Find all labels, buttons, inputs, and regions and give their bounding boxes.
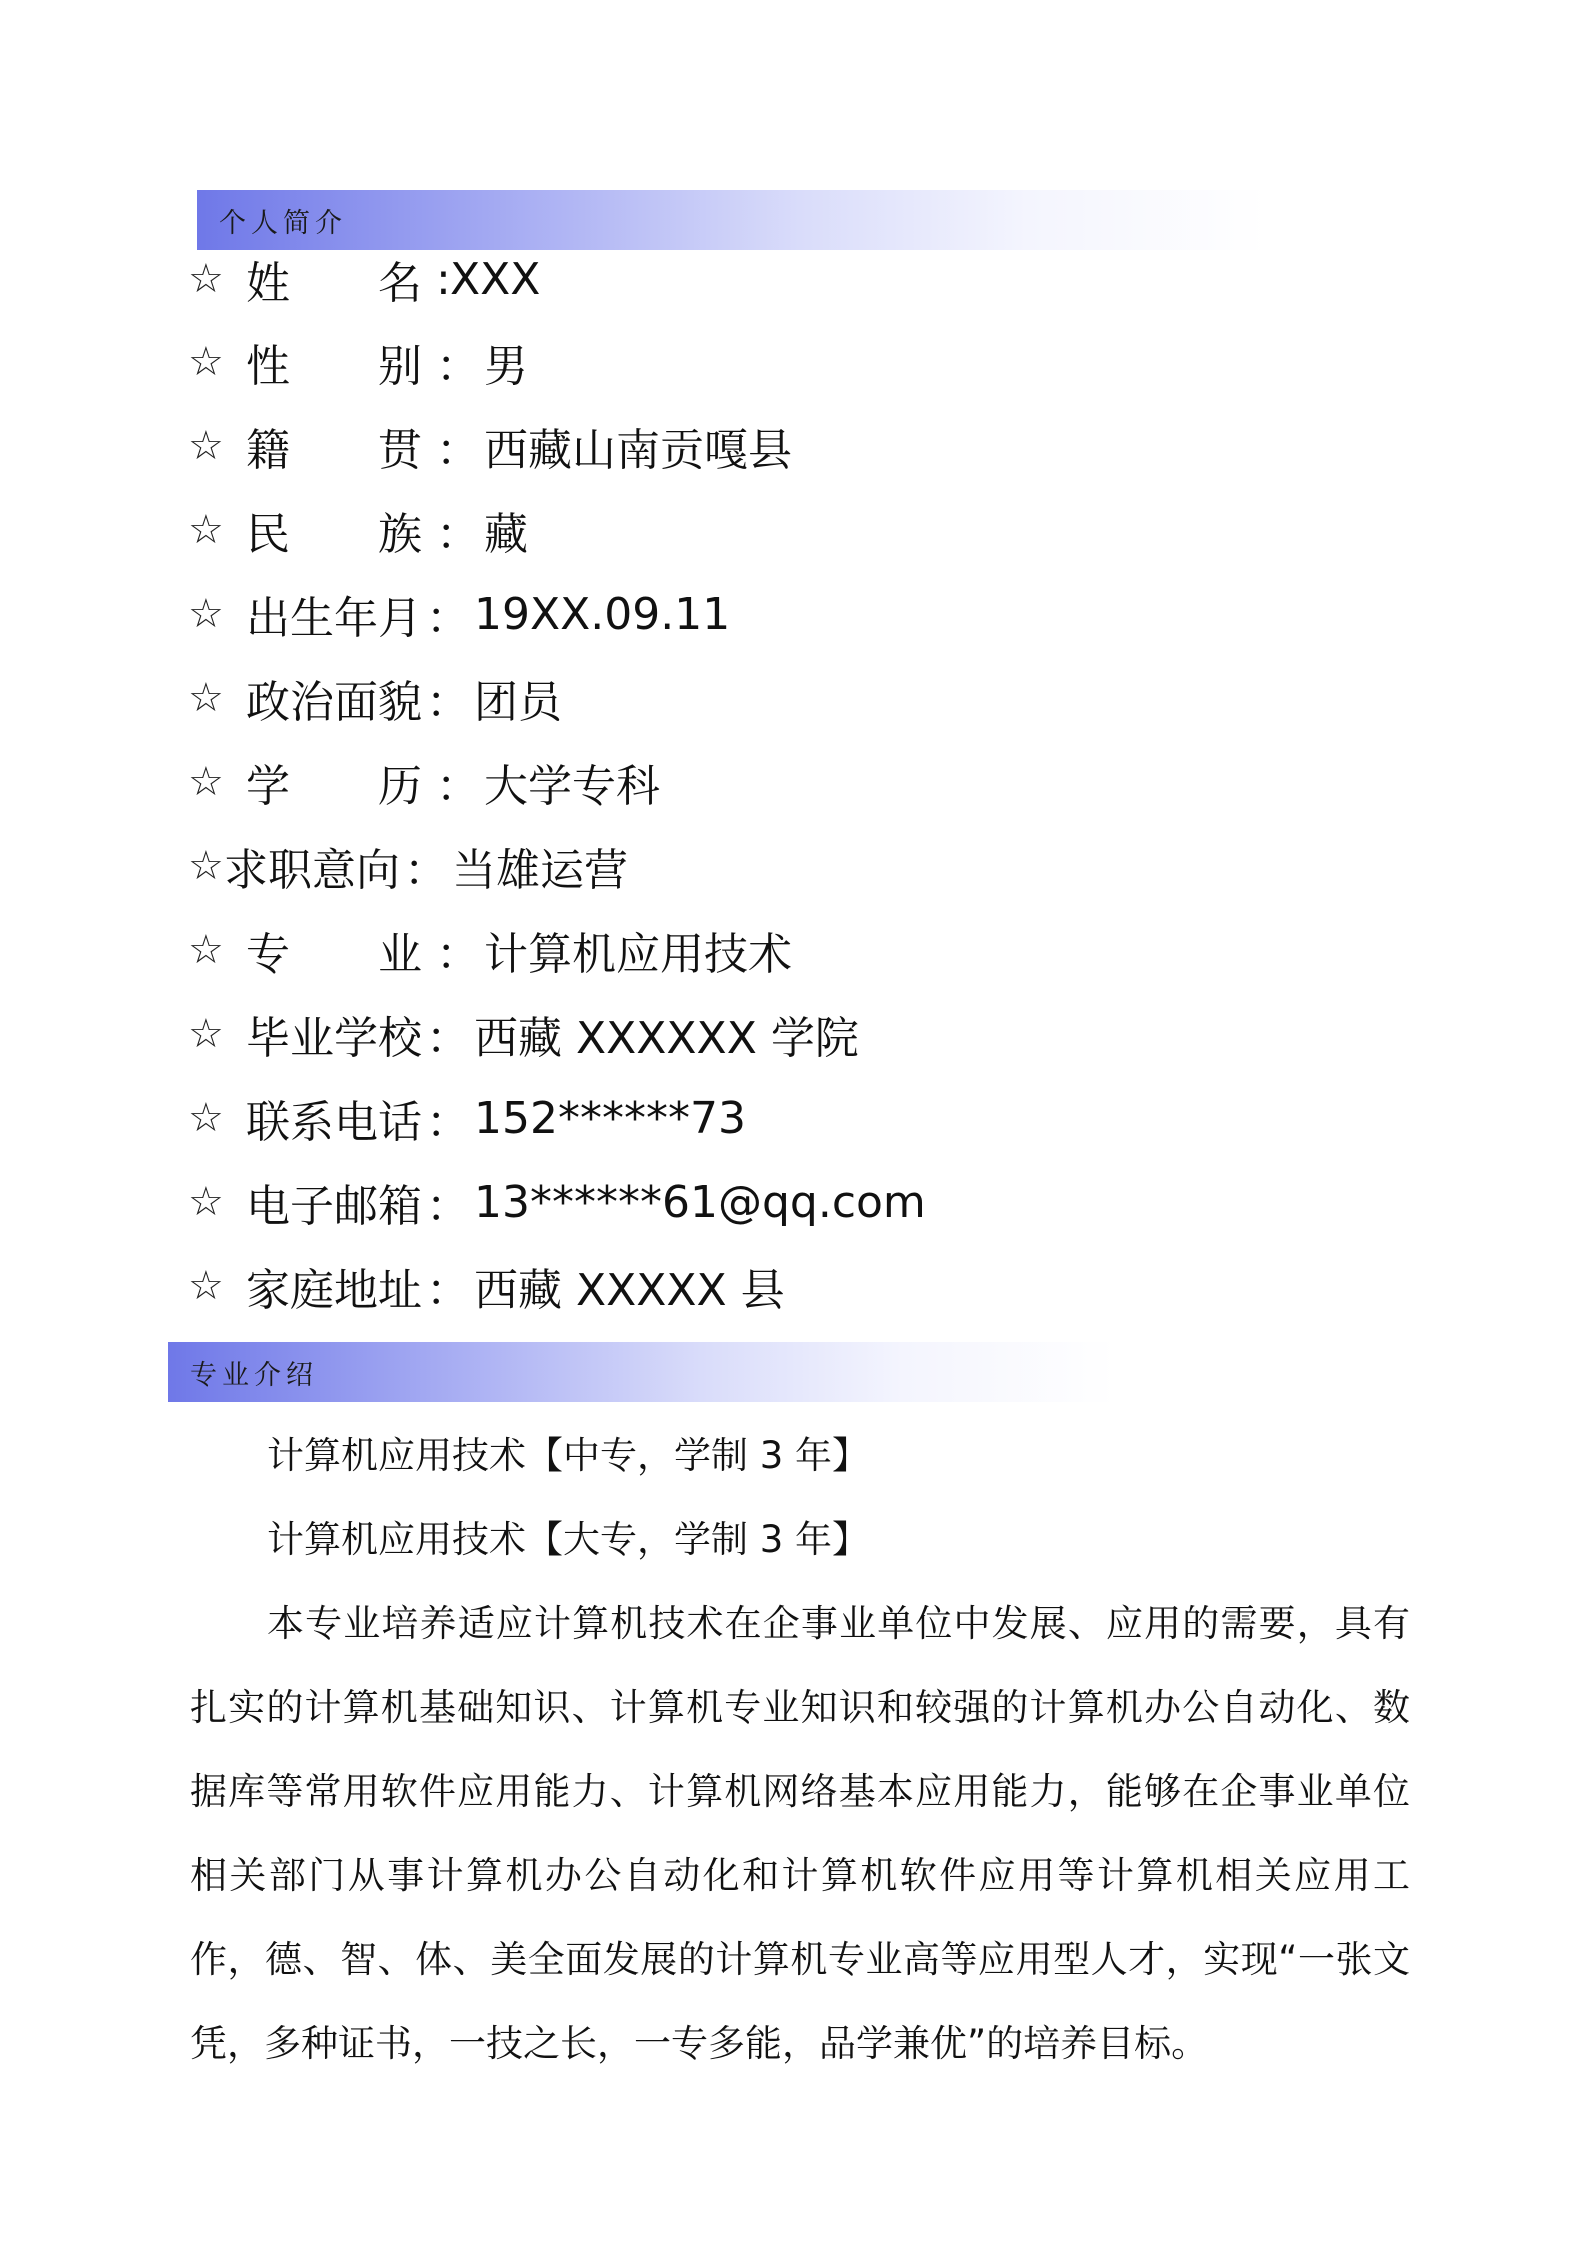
profile-colon: ： bbox=[426, 1265, 470, 1316]
profile-colon: ： bbox=[426, 593, 470, 644]
profile-row-home-address bbox=[188, 1251, 785, 1321]
profile-colon: : bbox=[436, 253, 451, 305]
profile-label: 毕业学校 bbox=[246, 1013, 422, 1064]
profile-row-name bbox=[188, 244, 540, 314]
profile-colon: ： bbox=[436, 425, 480, 476]
profile-label: 民 族 bbox=[246, 509, 422, 560]
profile-colon: ： bbox=[426, 1013, 470, 1064]
profile-value: 西藏山南贡嘎县 bbox=[484, 425, 792, 476]
profile-value: 152******73 bbox=[474, 1092, 746, 1144]
profile-colon: ： bbox=[426, 677, 470, 728]
profile-value: 藏 bbox=[484, 509, 528, 560]
profile-row-ethnicity bbox=[188, 495, 528, 565]
profile-value: 13******61@qq.com bbox=[474, 1176, 926, 1228]
profile-label: 专 业 bbox=[246, 929, 422, 980]
section-title-major: 专业介绍 bbox=[190, 1359, 318, 1391]
profile-value: 西藏 XXXXX 县 bbox=[474, 1265, 785, 1316]
profile-label: 性 别 bbox=[246, 341, 422, 392]
profile-colon: ： bbox=[436, 761, 480, 812]
profile-colon: ： bbox=[426, 1181, 470, 1232]
profile-row-job-intention bbox=[188, 831, 628, 901]
star-icon: ☆ bbox=[188, 339, 224, 385]
profile-label: 家庭地址 bbox=[246, 1265, 422, 1316]
profile-row-major bbox=[188, 915, 792, 985]
star-icon: ☆ bbox=[188, 675, 224, 721]
profile-value: 男 bbox=[484, 341, 528, 392]
profile-row-native-place bbox=[188, 411, 792, 481]
star-icon: ☆ bbox=[188, 759, 224, 805]
profile-colon: ： bbox=[436, 509, 480, 560]
course-line-college: 计算机应用技术【大专，学制 3 年】 bbox=[267, 1518, 870, 1561]
profile-row-birth-date bbox=[188, 579, 730, 649]
profile-value: 当雄运营 bbox=[452, 845, 628, 896]
profile-value: 大学专科 bbox=[484, 761, 660, 812]
section-header-major bbox=[168, 1342, 1353, 1402]
profile-value: 团员 bbox=[474, 677, 562, 728]
profile-label: 出生年月 bbox=[246, 593, 422, 644]
star-icon: ☆ bbox=[188, 256, 224, 302]
profile-value: 19XX.09.11 bbox=[474, 588, 731, 640]
profile-colon: ： bbox=[436, 929, 480, 980]
course-line-secondary: 计算机应用技术【中专，学制 3 年】 bbox=[267, 1434, 870, 1477]
star-icon: ☆ bbox=[188, 507, 224, 553]
star-icon: ☆ bbox=[188, 423, 224, 469]
section-title-profile: 个人简介 bbox=[219, 207, 347, 239]
profile-label: 学 历 bbox=[246, 761, 422, 812]
profile-row-school bbox=[188, 999, 859, 1069]
profile-colon: ： bbox=[436, 341, 480, 392]
star-icon: ☆ bbox=[188, 591, 224, 637]
profile-label: 求职意向 bbox=[224, 845, 400, 896]
profile-label: 联系电话 bbox=[246, 1097, 422, 1148]
profile-value: XXX bbox=[450, 253, 541, 305]
star-icon: ☆ bbox=[188, 1179, 224, 1225]
major-description: 本专业培养适应计算机技术在企事业单位中发展、应用的需要，具有扎实的计算机基础知识、计算机专业知识和较强的计算机办公自动化、数据库等常用软件应用能力、计算机网络基本应用能力，能够在企事业单位相关部门从事计算机办公自动化和计算机软件应用等计算机相关应用工作，德、智、体、美全面发展的计算机专业高等应用型人才，实现“一张文凭，多种证书，一技之长，一专多能，品学兼优”的培养目标。 bbox=[190, 1602, 1410, 2065]
star-icon: ☆ bbox=[188, 843, 224, 889]
profile-colon: ： bbox=[404, 845, 448, 896]
profile-value: 西藏 XXXXXX 学院 bbox=[474, 1013, 859, 1064]
profile-row-email bbox=[188, 1167, 926, 1237]
profile-colon: ： bbox=[426, 1097, 470, 1148]
profile-row-political-status bbox=[188, 663, 562, 733]
star-icon: ☆ bbox=[188, 1011, 224, 1057]
profile-row-gender bbox=[188, 327, 528, 397]
profile-label: 姓 名 bbox=[246, 258, 422, 309]
profile-value: 计算机应用技术 bbox=[484, 929, 792, 980]
star-icon: ☆ bbox=[188, 1263, 224, 1309]
profile-label: 电子邮箱 bbox=[246, 1181, 422, 1232]
profile-row-education bbox=[188, 747, 660, 817]
profile-label: 籍 贯 bbox=[246, 425, 422, 476]
section-header-profile bbox=[197, 190, 1535, 250]
star-icon: ☆ bbox=[188, 1095, 224, 1141]
star-icon: ☆ bbox=[188, 927, 224, 973]
profile-row-phone bbox=[188, 1083, 746, 1153]
profile-label: 政治面貌 bbox=[246, 677, 422, 728]
